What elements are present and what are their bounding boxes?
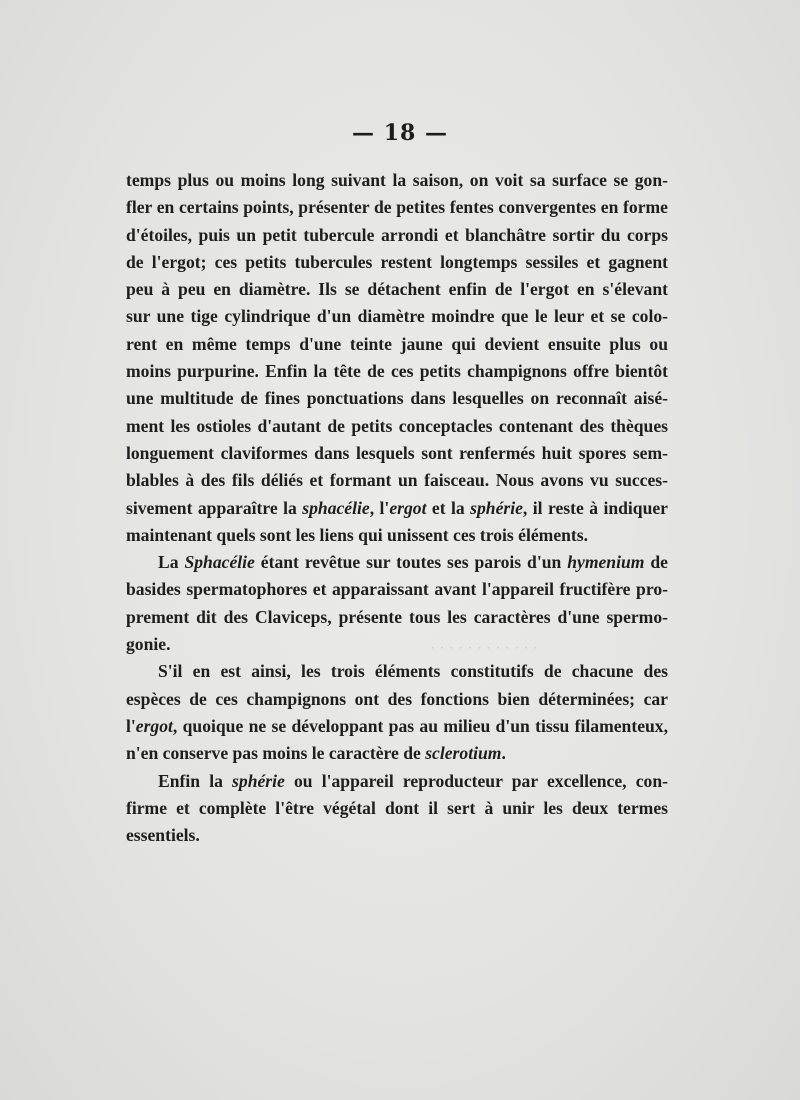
text-line — [126, 385, 668, 412]
text-segment: et la — [426, 497, 471, 518]
text-segment: sivement apparaître la — [126, 497, 303, 518]
text-segment: sur une tige cylindrique d'un diamètre moindre que le leur et se colo- — [126, 306, 668, 327]
text-segment: Enfin la — [158, 770, 233, 791]
text-segment: fler en certains points, présenter de petites fentes convergentes en forme — [126, 197, 668, 218]
text-line — [126, 768, 668, 795]
text-line — [126, 358, 668, 385]
body-text — [126, 167, 668, 849]
text-line — [126, 331, 668, 358]
italic-term: ergot — [389, 497, 427, 518]
text-segment: firme et complète l'être végétal dont il sert à unir les deux termes — [126, 797, 668, 818]
text-segment: étant revêtue sur toutes ses parois d'un — [254, 552, 568, 573]
text-line — [126, 495, 668, 522]
text-segment: l' — [126, 715, 136, 736]
text-line — [126, 467, 668, 494]
text-line — [126, 276, 668, 303]
text-segment: temps plus ou moins long suivant la saison, on voit sa surface se gon- — [126, 170, 668, 190]
text-line — [126, 303, 668, 330]
text-segment: , quoique ne se développant pas au milieu d'un tissu filamenteux, — [172, 715, 668, 736]
page-number: — 18 — — [352, 120, 448, 146]
italic-term: Sphacélie — [184, 552, 255, 573]
text-segment: gonie. — [126, 634, 171, 655]
text-segment: La — [158, 552, 185, 573]
text-segment: ou l'appareil reproducteur par excellence, con- — [284, 770, 668, 791]
text-line — [126, 194, 668, 221]
text-segment: basides spermatophores et apparaissant avant l'appareil fructifère pro- — [126, 579, 668, 600]
text-line — [126, 167, 668, 194]
text-line — [126, 440, 668, 467]
text-line — [126, 686, 668, 713]
italic-term: sphacélie — [302, 497, 370, 518]
text-line — [126, 658, 668, 685]
text-segment: blables à des fils déliés et formant un faisceau. Nous avons vu succes- — [126, 470, 668, 491]
italic-term: hymenium — [567, 552, 645, 573]
text-segment: n'en conserve pas moins le caractère de — [126, 743, 426, 764]
italic-term: sphérie — [232, 770, 285, 791]
italic-term: sphérie — [470, 497, 523, 518]
text-segment: d'étoiles, puis un petit tubercule arrondi et blanchâtre sortir du corps — [126, 224, 668, 245]
text-line — [126, 413, 668, 440]
text-segment: moins purpurine. Enfin la tête de ces petits champignons offre bientôt — [126, 361, 668, 382]
text-segment: prement dit des Claviceps, présente tous les caractères d'une spermo- — [126, 606, 668, 627]
text-segment: longuement claviformes dans lesquels sont renfermés huit spores sem- — [126, 442, 668, 463]
text-segment: , l' — [369, 497, 390, 518]
text-segment: une multitude de fines ponctuations dans lesquelles on reconnaît aisé- — [126, 388, 668, 409]
text-segment: ment les ostioles d'autant de petits conceptacles contenant des thèques — [126, 415, 668, 436]
text-line — [126, 522, 668, 549]
text-segment: rent en même temps d'une teinte jaune qui devient ensuite plus ou — [126, 333, 668, 354]
text-segment: maintenant quels sont les liens qui unissent ces trois éléments. — [126, 524, 589, 545]
text-segment: de — [644, 552, 668, 573]
text-line — [126, 795, 668, 822]
text-line — [126, 249, 668, 276]
text-line — [126, 549, 668, 576]
text-segment: S'il en est ainsi, les trois éléments constitutifs de chacune des — [158, 661, 668, 682]
text-line — [126, 222, 668, 249]
italic-term: ergot — [135, 715, 173, 736]
text-line — [126, 631, 668, 658]
text-line — [126, 713, 668, 740]
text-line — [126, 576, 668, 603]
text-line — [126, 740, 668, 767]
text-segment: essentiels. — [126, 825, 200, 846]
text-segment: , il reste à indiquer — [522, 497, 668, 518]
italic-term: sclerotium — [425, 743, 502, 764]
text-line — [126, 822, 668, 849]
text-segment: . — [501, 743, 506, 764]
bleed-through-shadow: · · · · · · · · · · · · — [430, 640, 538, 657]
text-segment: espèces de ces champignons ont des fonctions bien déterminées; car — [126, 688, 668, 709]
text-line — [126, 604, 668, 631]
text-segment: de l'ergot; ces petits tubercules restent longtemps sessiles et gagnent — [126, 251, 668, 272]
text-segment: peu à peu en diamètre. Ils se détachent enfin de l'ergot en s'élevant — [126, 279, 668, 300]
